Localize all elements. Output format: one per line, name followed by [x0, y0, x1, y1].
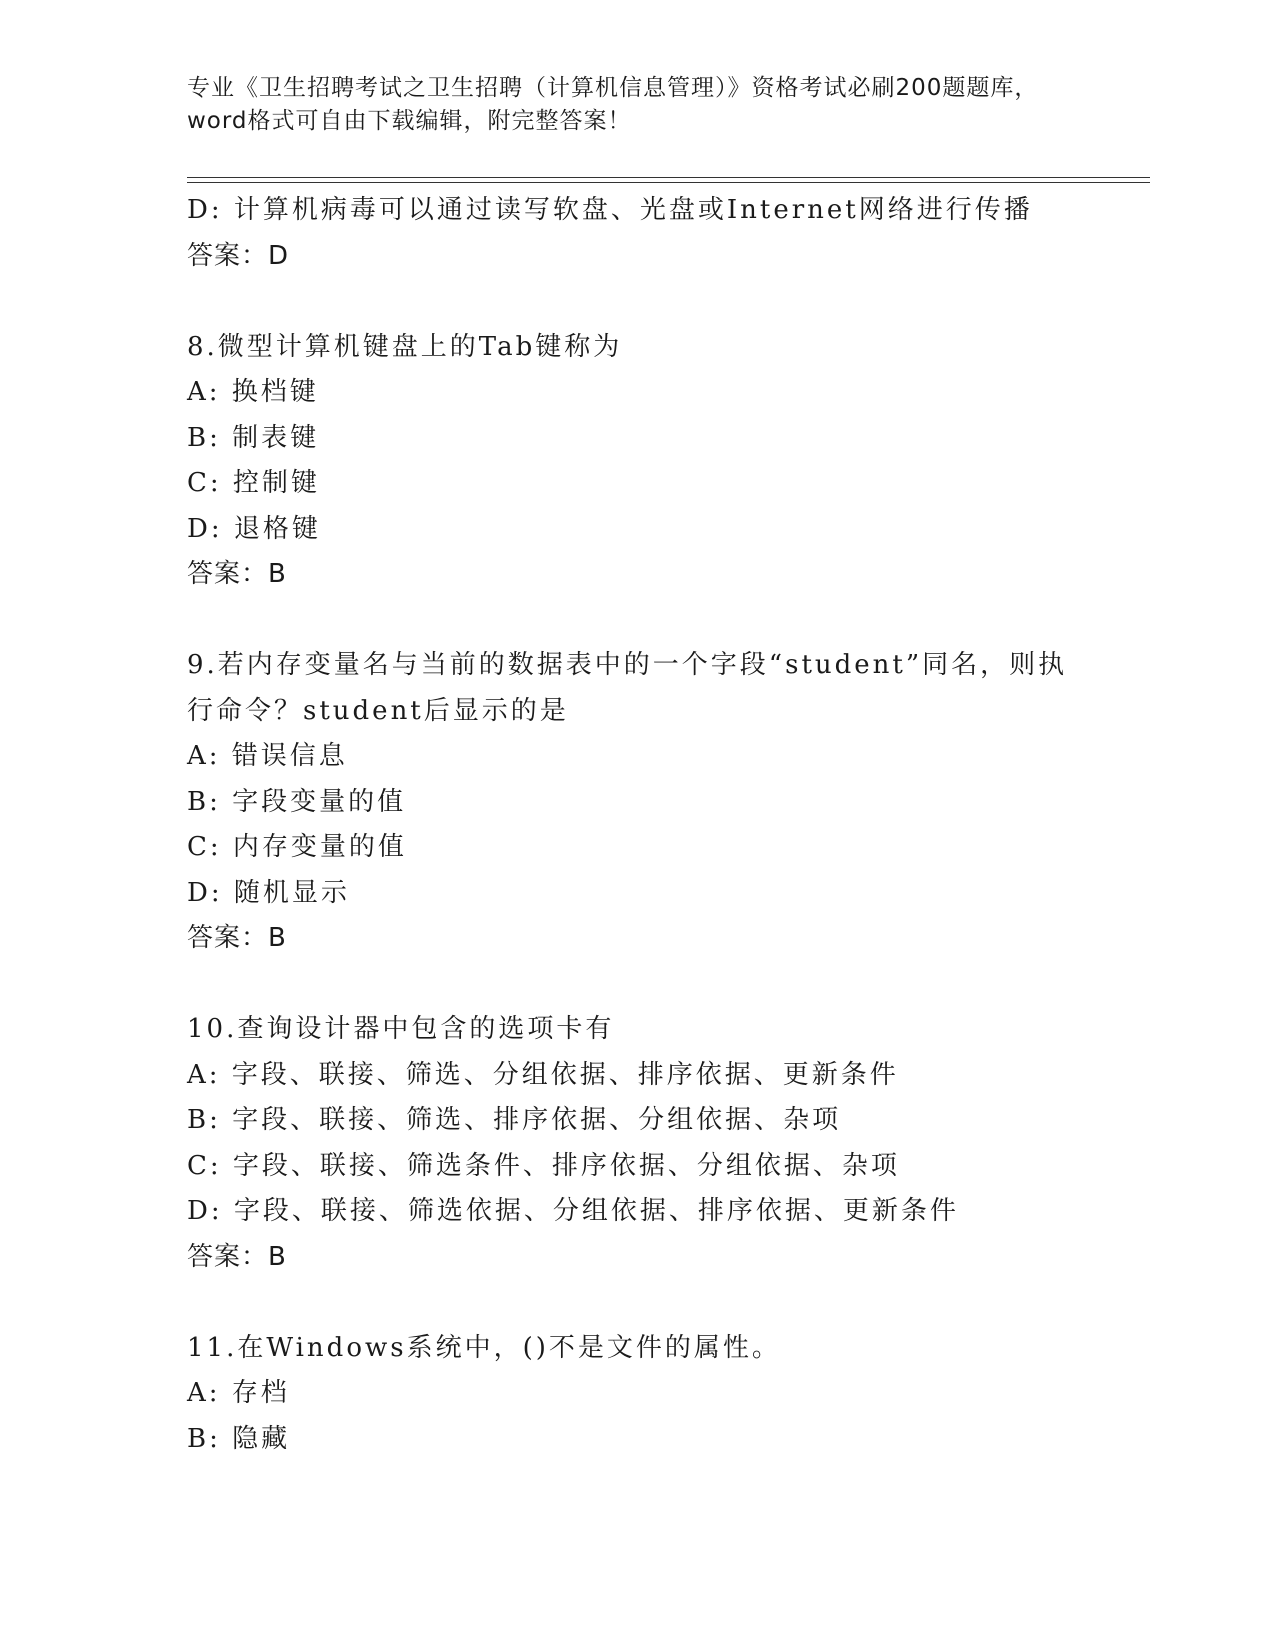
option-d: D: 退格键: [187, 513, 321, 544]
header-divider-bottom: [187, 182, 1150, 183]
option-c: C: 控制键: [187, 468, 320, 498]
question-stem: 10.查询设计器中包含的选项卡有: [187, 1014, 615, 1044]
option-a: A: 错误信息: [187, 741, 348, 771]
header-divider-top: [187, 177, 1150, 178]
question-10: [187, 1007, 1147, 1280]
question-stem: 11.在Windows系统中，()不是文件的属性。: [187, 1332, 781, 1363]
question-8: [187, 325, 1147, 598]
option-b: B: 字段、联接、筛选、排序依据、分组依据、杂项: [187, 1105, 842, 1135]
option-b: B: 制表键: [187, 422, 320, 453]
header-title-line-1: 专业《卫生招聘考试之卫生招聘（计算机信息管理）》资格考试必刷200题题库，: [187, 75, 1039, 101]
question-7-continued: [187, 188, 1147, 279]
header-title-line-2: word格式可自由下载编辑，附完整答案！: [187, 108, 632, 134]
answer-line: 答案：D: [187, 240, 290, 271]
answer-line: 答案：B: [187, 923, 287, 953]
answer-line: 答案：B: [187, 1241, 287, 1272]
question-11: [187, 1326, 1147, 1463]
question-stem: 8.微型计算机键盘上的Tab键称为: [187, 331, 623, 362]
option-a: A: 字段、联接、筛选、分组依据、排序依据、更新条件: [187, 1059, 899, 1090]
spacer: [187, 962, 1147, 1008]
option-a: A: 存档: [187, 1378, 290, 1408]
question-9: [187, 643, 1147, 962]
document-header: [187, 72, 1087, 138]
option-b: B: 字段变量的值: [187, 786, 407, 817]
spacer: [187, 598, 1147, 644]
option-a: A: 换档键: [187, 377, 319, 407]
question-stem-line-1: 9.若内存变量名与当前的数据表中的一个字段“student”同名，则执: [187, 650, 1068, 680]
answer-line: 答案：B: [187, 559, 287, 589]
option-c: C: 字段、联接、筛选条件、排序依据、分组依据、杂项: [187, 1150, 900, 1181]
spacer: [187, 1280, 1147, 1326]
option-d: D: 字段、联接、筛选依据、分组依据、排序依据、更新条件: [187, 1196, 959, 1226]
option-d: D: 计算机病毒可以通过读写软盘、光盘或Internet网络进行传播: [187, 195, 1033, 225]
question-list: [187, 188, 1147, 1462]
spacer: [187, 279, 1147, 325]
option-c: C: 内存变量的值: [187, 832, 407, 862]
option-d: D: 随机显示: [187, 877, 350, 908]
question-stem-line-2: 行命令？student后显示的是: [187, 695, 569, 726]
option-b: B: 隐藏: [187, 1423, 291, 1454]
